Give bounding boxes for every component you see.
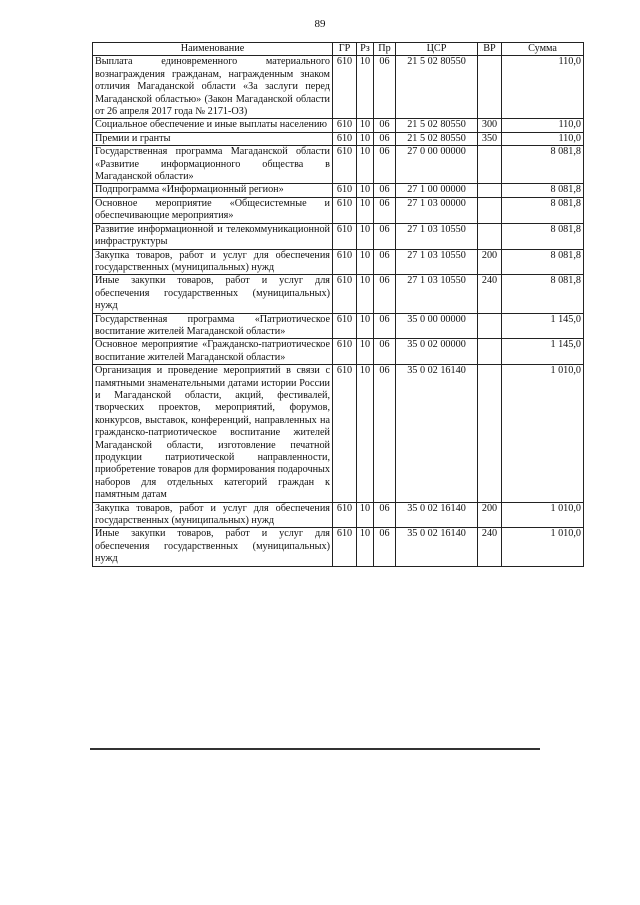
budget-table xyxy=(92,42,584,567)
row-gr: 610 xyxy=(333,502,357,528)
row-pr: 06 xyxy=(374,249,396,275)
row-rz: 10 xyxy=(357,502,374,528)
row-name: Государственная программа «Патриотическое воспитание жителей Магаданской области» xyxy=(93,313,333,339)
row-vr xyxy=(478,339,502,365)
row-pr: 06 xyxy=(374,146,396,184)
row-name: Основное мероприятие «Гражданско-патриотическое воспитание жителей Магаданской области» xyxy=(93,339,333,365)
header-pr: Пр xyxy=(374,43,396,56)
row-vr xyxy=(478,146,502,184)
row-sum: 8 081,8 xyxy=(502,223,584,249)
row-csr: 35 0 00 00000 xyxy=(396,313,478,339)
row-sum: 1 010,0 xyxy=(502,528,584,566)
row-name: Премии и гранты xyxy=(93,132,333,145)
row-rz: 10 xyxy=(357,275,374,313)
row-rz: 10 xyxy=(357,365,374,502)
row-gr: 610 xyxy=(333,313,357,339)
row-name: Социальное обеспечение и иные выплаты населению xyxy=(93,119,333,132)
row-vr xyxy=(478,56,502,119)
table-header-row xyxy=(93,43,584,56)
row-pr: 06 xyxy=(374,56,396,119)
row-vr: 300 xyxy=(478,119,502,132)
table-row xyxy=(93,502,584,528)
table-row xyxy=(93,223,584,249)
header-sum: Сумма xyxy=(502,43,584,56)
row-csr: 21 5 02 80550 xyxy=(396,119,478,132)
row-rz: 10 xyxy=(357,119,374,132)
row-name: Выплата единовременного материального вознаграждения гражданам, награжденным знаком отличия Магаданской области «За заслуги перед Магаданской областью» (Закон Магаданской области от 26 апреля 2017 года № 2171-ОЗ) xyxy=(93,56,333,119)
row-gr: 610 xyxy=(333,528,357,566)
row-sum: 1 010,0 xyxy=(502,502,584,528)
row-name: Иные закупки товаров, работ и услуг для обеспечения государственных (муниципальных) нужд xyxy=(93,275,333,313)
table-row xyxy=(93,528,584,566)
row-sum: 110,0 xyxy=(502,132,584,145)
row-vr: 200 xyxy=(478,502,502,528)
row-name: Основное мероприятие «Общесистемные и обеспечивающие мероприятия» xyxy=(93,197,333,223)
row-name: Подпрограмма «Информационный регион» xyxy=(93,184,333,197)
row-pr: 06 xyxy=(374,132,396,145)
header-name: Наименование xyxy=(93,43,333,56)
row-csr: 35 0 02 16140 xyxy=(396,502,478,528)
row-vr: 200 xyxy=(478,249,502,275)
table-row xyxy=(93,249,584,275)
row-vr xyxy=(478,365,502,502)
row-sum: 110,0 xyxy=(502,56,584,119)
row-gr: 610 xyxy=(333,365,357,502)
header-gr: ГР xyxy=(333,43,357,56)
row-vr: 240 xyxy=(478,528,502,566)
table-row xyxy=(93,275,584,313)
row-csr: 27 1 00 00000 xyxy=(396,184,478,197)
row-name: Государственная программа Магаданской области «Развитие информационного общества в Магаданской области» xyxy=(93,146,333,184)
row-csr: 27 1 03 10550 xyxy=(396,223,478,249)
row-sum: 1 145,0 xyxy=(502,339,584,365)
table-row xyxy=(93,146,584,184)
row-name: Организация и проведение мероприятий в связи с памятными знаменательными датами истории России и Магаданской области, акций, фестивалей, творческих проектов, мероприятий, форумов, конкурсов, выставок, конференций, направленных на гражданско-патриотическое воспитание жителей Магаданской области, изготовление печатной продукции патриотической направленности, приобретение товаров для формирования подарочных наборов для отдельных категорий граждан к памятным датам xyxy=(93,365,333,502)
row-csr: 27 1 03 10550 xyxy=(396,249,478,275)
row-rz: 10 xyxy=(357,313,374,339)
row-name: Закупка товаров, работ и услуг для обеспечения государственных (муниципальных) нужд xyxy=(93,502,333,528)
row-vr: 240 xyxy=(478,275,502,313)
row-pr: 06 xyxy=(374,275,396,313)
row-pr: 06 xyxy=(374,184,396,197)
row-gr: 610 xyxy=(333,132,357,145)
row-gr: 610 xyxy=(333,56,357,119)
row-rz: 10 xyxy=(357,249,374,275)
row-gr: 610 xyxy=(333,184,357,197)
row-csr: 35 0 02 16140 xyxy=(396,365,478,502)
page-number: 89 xyxy=(314,18,326,30)
row-vr xyxy=(478,223,502,249)
table-row xyxy=(93,119,584,132)
row-csr: 27 1 03 10550 xyxy=(396,275,478,313)
row-rz: 10 xyxy=(357,184,374,197)
row-sum: 8 081,8 xyxy=(502,249,584,275)
row-rz: 10 xyxy=(357,223,374,249)
row-gr: 610 xyxy=(333,223,357,249)
row-rz: 10 xyxy=(357,528,374,566)
table-row xyxy=(93,339,584,365)
row-vr xyxy=(478,313,502,339)
table-row xyxy=(93,56,584,119)
table-row xyxy=(93,313,584,339)
row-rz: 10 xyxy=(357,197,374,223)
row-pr: 06 xyxy=(374,528,396,566)
row-sum: 8 081,8 xyxy=(502,184,584,197)
row-sum: 110,0 xyxy=(502,119,584,132)
row-sum: 8 081,8 xyxy=(502,275,584,313)
row-pr: 06 xyxy=(374,339,396,365)
row-csr: 35 0 02 00000 xyxy=(396,339,478,365)
row-pr: 06 xyxy=(374,223,396,249)
row-gr: 610 xyxy=(333,249,357,275)
row-vr xyxy=(478,184,502,197)
row-pr: 06 xyxy=(374,365,396,502)
row-name: Развитие информационной и телекоммуникационной инфраструктуры xyxy=(93,223,333,249)
row-csr: 21 5 02 80550 xyxy=(396,56,478,119)
row-vr: 350 xyxy=(478,132,502,145)
row-rz: 10 xyxy=(357,339,374,365)
row-name: Закупка товаров, работ и услуг для обеспечения государственных (муниципальных) нужд xyxy=(93,249,333,275)
footer-divider xyxy=(90,748,540,750)
row-rz: 10 xyxy=(357,132,374,145)
row-rz: 10 xyxy=(357,56,374,119)
row-pr: 06 xyxy=(374,313,396,339)
row-pr: 06 xyxy=(374,197,396,223)
header-vr: ВР xyxy=(478,43,502,56)
row-gr: 610 xyxy=(333,197,357,223)
row-pr: 06 xyxy=(374,119,396,132)
row-name: Иные закупки товаров, работ и услуг для обеспечения государственных (муниципальных) нужд xyxy=(93,528,333,566)
row-gr: 610 xyxy=(333,119,357,132)
row-gr: 610 xyxy=(333,275,357,313)
table-row xyxy=(93,132,584,145)
row-sum: 1 010,0 xyxy=(502,365,584,502)
row-gr: 610 xyxy=(333,339,357,365)
row-csr: 27 0 00 00000 xyxy=(396,146,478,184)
row-csr: 35 0 02 16140 xyxy=(396,528,478,566)
table-row xyxy=(93,197,584,223)
row-sum: 1 145,0 xyxy=(502,313,584,339)
table-row xyxy=(93,184,584,197)
row-gr: 610 xyxy=(333,146,357,184)
row-vr xyxy=(478,197,502,223)
row-pr: 06 xyxy=(374,502,396,528)
header-rz: Рз xyxy=(357,43,374,56)
row-sum: 8 081,8 xyxy=(502,197,584,223)
row-rz: 10 xyxy=(357,146,374,184)
table-row xyxy=(93,365,584,502)
row-csr: 27 1 03 00000 xyxy=(396,197,478,223)
row-csr: 21 5 02 80550 xyxy=(396,132,478,145)
row-sum: 8 081,8 xyxy=(502,146,584,184)
header-csr: ЦСР xyxy=(396,43,478,56)
